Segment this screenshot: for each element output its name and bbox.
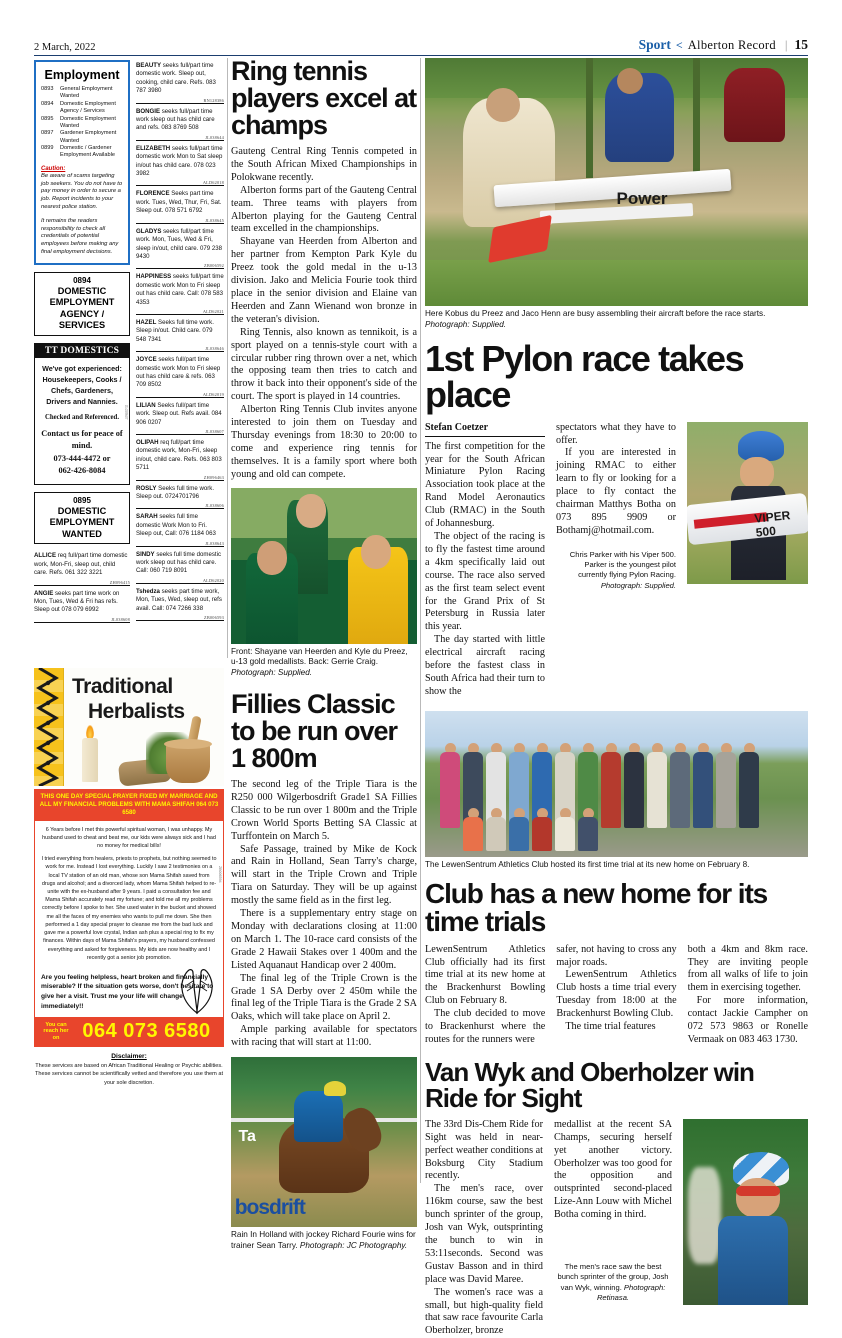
caution-paragraph-2: It remains the readers responsibility to check all credentials of potential employees before making any final employment decisions. — [41, 217, 119, 256]
ring-tennis-body — [231, 146, 417, 482]
disclaimer-heading: Disclaimer: — [111, 1053, 147, 1061]
ad-name: SINDY — [136, 550, 155, 558]
photo-person-head — [257, 541, 287, 575]
ride-photo-wrap — [683, 1119, 808, 1338]
category-line-2: EMPLOYMENT — [49, 517, 115, 528]
employment-desc: Domestic / Gardener Employment Available — [60, 145, 115, 159]
photo-person-head — [617, 68, 643, 94]
pylon-column-1 — [425, 422, 545, 699]
ad-name: ELIZABETH — [136, 144, 171, 152]
employment-desc: Gardener Employment Wanted — [60, 130, 117, 144]
paragraph: Ring Tennis, also known as tennikoit, is a sport played on a tennis-style court with a circular rubber ring thrown over a net, which the opposing team then tries to catch and throw it back into their opponent's side of the court. The sport is played in 14 countries. — [231, 326, 417, 403]
ad-divider — [136, 135, 224, 141]
classified-ad — [136, 141, 224, 179]
ad-name: GLADYS — [136, 227, 162, 235]
caption-credit: Photograph: Retinasa. — [596, 1282, 666, 1302]
ride-article-body — [425, 1119, 808, 1338]
pylon-col1-text — [425, 441, 545, 699]
employment-code: 0895 — [41, 115, 54, 122]
caption-text: Rain In Holland with jockey Richard Fourie wins for trainer Sean Tarry. — [231, 1230, 416, 1250]
photo-person — [670, 752, 690, 828]
ad-name: JOYCE — [136, 356, 157, 364]
paragraph: The time trial features — [565, 1021, 656, 1033]
paragraph: Alberton forms part of the Gauteng Central team. Three teams with players from Alberton playing for the Gauteng Central team excelled in the championships. — [231, 184, 417, 235]
mama-shifah-ad — [34, 789, 224, 1047]
ad-ref: JL038607 — [205, 429, 224, 434]
traditional-herbalist-ad — [34, 668, 224, 1087]
tt-domestics-ad — [34, 343, 130, 485]
candle-icon — [82, 738, 98, 782]
classified-ad — [136, 481, 224, 502]
photo-person — [693, 752, 713, 828]
employment-code: 0894 — [41, 100, 54, 107]
classified-ad — [34, 548, 130, 577]
ad-name: ROSLY — [136, 484, 157, 492]
photo-person — [440, 752, 460, 828]
photo-aircraft-logo: Power — [616, 189, 668, 209]
employment-code-list — [41, 86, 123, 160]
photo-person — [509, 817, 529, 851]
ad-text: seeks full/part time domestic work Mon to Fri sleep out has child care & refs. 063 709 8502 — [136, 356, 221, 389]
employment-code-row — [41, 101, 123, 116]
ad-divider — [136, 503, 224, 509]
paragraph: medallist at the recent SA Champs, securing herself yet another victory. Oberholzer was too good for the opposition and outsprinted second-placed Lize-Ann Louw with Michel Botha coming in third. — [554, 1118, 672, 1221]
tt-contact-line: Contact us for peace of mind. — [41, 429, 123, 451]
classified-ad — [136, 547, 224, 576]
pylon-article-body — [425, 422, 808, 699]
classified-ad — [136, 315, 224, 344]
ad-text: seeks full time domestic Work Mon to Fri. Sleep out, Call: 076 1184 063 — [136, 513, 216, 538]
disclaimer-text: These services are based on African Traditional Healing or Psychic abilities. These services cannot be scientifically vetted and therefore you use them at your sole discretion. — [34, 1063, 224, 1086]
ad-name: SARAH — [136, 513, 158, 521]
photo-person — [739, 752, 759, 828]
paragraph: Alberton Ring Tennis Club invites anyone interested to join them on Tuesday and Thursday evenings from 18:30 to 20:00 to come and experience ring tennis for themselves. It is a family sport where both young and old can compete. — [231, 404, 417, 480]
ad-text: req full/part time domestic work, Mon-Fri, sleep in/out, child care. Refs. 063 803 5711 — [136, 439, 222, 472]
ad-text: seeks full/part time domestic work Mon to Fri sleep out has child care. Call: 078 583 4353 — [136, 273, 224, 306]
ad-text: Seeks part time work. Tues, Wed, Thur, Fri, Sat. Sleep out. 078 571 6792 — [136, 190, 222, 215]
caption-credit: Photograph: JC Photography. — [299, 1240, 408, 1250]
photo-person — [463, 817, 483, 851]
ad-name: Tshedza — [136, 587, 160, 595]
caption-text: The men's race saw the best bunch sprinter of the group, Josh van Wyk, winning. — [557, 1262, 669, 1292]
horse-racing-photo-caption — [231, 1227, 417, 1252]
paragraph: safer, not having to cross any major roads. — [556, 943, 677, 968]
photo-person-head — [486, 88, 520, 122]
paragraph: LewenSentrum Athletics Club hosts a time trial every Tuesday from 18:00 at the Brackenhurst Bowling Club. — [556, 969, 677, 1020]
club-column-1 — [425, 944, 545, 1047]
classified-ad — [34, 586, 130, 615]
ad-ref: JL038644 — [205, 134, 224, 140]
club-headline: Club has a new home for its time trials — [425, 877, 768, 937]
reach-label: You can reach her on — [43, 1021, 69, 1041]
photo-person — [647, 752, 667, 828]
chris-parker-photo — [687, 422, 808, 584]
ad-divider — [136, 475, 224, 481]
photo-person — [578, 817, 598, 851]
zigzag-pattern-icon — [36, 668, 62, 786]
ad-ref: RN128386 — [203, 97, 224, 103]
ad-ref: ZH096463 — [203, 474, 224, 480]
photo-person-head — [296, 494, 326, 528]
ad-divider — [136, 429, 224, 435]
ad-divider — [136, 392, 224, 398]
ad-name: LILIAN — [136, 401, 156, 409]
mama-shifah-question: Are you feeling helpless, heart broken and financially miserable? If the situation gets worse, don't hesitate to give her a visit. Trust me your life will change immediately!! — [41, 973, 214, 1010]
caption-text: Chris Parker with his Viper 500. Parker is the youngest pilot currently flying Pylon Racing. — [569, 549, 676, 580]
caption-credit: Photograph: Supplied. — [600, 580, 676, 590]
paragraph: For more information, contact Jackie Campher on 072 573 9863 or Ronelle Vermaak on 083 463 1730. — [687, 995, 808, 1045]
paragraph: The final leg of the Triple Crown is the Grade 1 SA Derby over 2 450m while the final leg of the Triple Tiara is the Grade 2 SA Oaks, which will take place on April 2. — [231, 972, 417, 1023]
ad-ref: ZB006593 — [204, 615, 224, 621]
article-column-right — [425, 58, 808, 1338]
category-box-0894 — [34, 272, 130, 336]
candle-flame-icon — [86, 725, 94, 739]
caption-credit: Photograph: Supplied. — [425, 319, 507, 329]
tt-phone-2: 062-426-8084 — [58, 466, 106, 476]
ad-divider — [136, 615, 224, 621]
employment-code: 0897 — [41, 130, 54, 137]
article-column-1 — [231, 58, 417, 1252]
ring-tennis-headline: Ring tennis players excel at champs — [231, 56, 417, 140]
club-article-body — [425, 944, 808, 1047]
caption-text: Front: Shayane van Heerden and Kyle du Preez, u-13 gold medallists. Back: Gerrie Craig. — [231, 646, 408, 667]
ad-ref: ZH096415 — [109, 579, 130, 585]
category-line-3: AGENCY / SERVICES — [58, 308, 106, 331]
ad-ref: ALD62021 — [202, 308, 224, 314]
paragraph: If you are interested in joining RMAC to either learn to fly or looking for a place to fly contact the chairman Matthys Botha on 073 895 9909 or Bothamj@hotmail.com. — [556, 447, 676, 536]
photo-person-head — [361, 535, 391, 569]
photo-background-rider — [688, 1167, 721, 1264]
mama-shifah-testimonial — [35, 821, 223, 971]
ad-divider — [136, 346, 224, 352]
classified-ad — [136, 584, 224, 613]
ad-divider — [136, 541, 224, 547]
tt-phone-1: 073-444-4472 or — [53, 453, 111, 463]
classified-ad — [136, 186, 224, 215]
ride-photo-caption — [554, 1262, 672, 1303]
ad-text: Seeks full time work. Sleep out. 0724701796 — [136, 484, 215, 501]
photo-person — [624, 752, 644, 828]
fillies-body — [231, 779, 417, 1050]
ad-text: Seeks full time work. Sleep in/out. Child care. 079 548 7341 — [136, 318, 214, 343]
category-line-1: DOMESTIC — [57, 285, 107, 296]
ride-for-sight-headline: Van Wyk and Oberholzer win Ride for Sight — [425, 1056, 754, 1113]
ad-divider — [136, 98, 224, 104]
paragraph: The first competition for the year for the South African Miniature Pylon Racing Association took place at the Rand Model Aeronautics Club (RMAC) in the South of Johannesburg. — [425, 440, 545, 530]
ad-name: BEAUTY — [136, 62, 162, 69]
pylon-col2-text — [556, 422, 676, 538]
paragraph: The men's race, over 116km course, saw the best bunch sprinter of the group, Josh van Wyk, outsprinting the bunch to win in 53:11seconds. Second was Gustav Basson and in third place was David Maree. — [425, 1183, 543, 1285]
classified-column-right — [136, 58, 224, 621]
category-line-2: EMPLOYMENT — [49, 297, 115, 308]
paragraph: The 33rd Dis-Chem Ride for Sight was held in near-perfect weather conditions at Boksburg City Stadium recently. — [425, 1118, 543, 1182]
classified-ad — [136, 224, 224, 262]
tt-list: Housekeepers, Cooks / Chefs, Gardeners, Drivers and Nannies. — [42, 375, 122, 407]
ad-name: ANGIE — [34, 589, 54, 597]
tt-checked: Checked and Referenced. — [44, 413, 120, 421]
ad-name: ALLICE — [34, 552, 57, 560]
employment-desc: Domestic Employment Agency / Services — [60, 100, 116, 115]
tt-domestics-body — [35, 358, 129, 484]
club-column-2 — [556, 944, 676, 1047]
masthead-divider: | — [784, 37, 788, 52]
mortar-icon — [166, 743, 210, 783]
issue-date: 2 March, 2022 — [34, 42, 96, 53]
employment-code-row — [41, 145, 123, 160]
caution-paragraph-1: Be aware of scams targeting job seekers. You do not have to pay money in order to secure a job. Report incidents to your nearest police station. — [41, 172, 123, 210]
ad-text: seeks full time domestic work sleep out has child care. Call: 060 719 8091 — [136, 550, 222, 575]
category-code: 0895 — [73, 495, 91, 505]
tt-lead: We've got experienced: — [42, 363, 122, 373]
ad-text: seeks part time work, Mon, Tues, Wed, sleep out, refs avail. Call: 074 7266 338 — [136, 587, 222, 612]
photo-person — [716, 752, 736, 828]
athletics-photo-caption: The LewenSentrum Athletics Club hosted its first time trial at its new home on February 8. — [425, 859, 750, 869]
classified-ad — [136, 435, 224, 473]
photo-grass — [425, 260, 808, 306]
ad-ref: JL038646 — [205, 346, 224, 352]
photo-jockey — [294, 1091, 342, 1142]
photo-track-text: Ta — [238, 1128, 256, 1146]
club-column-3 — [688, 944, 808, 1047]
byline-divider — [425, 436, 545, 437]
ad-name: OLIPAH — [136, 439, 159, 446]
ad-text: seeks full/part time domestic work Mon to Sat sleep in/out has child care. 078 023 3982 — [136, 144, 223, 178]
photo-sponsor-text: bosdrift — [234, 1196, 305, 1220]
ad-ref: ALD62019 — [202, 391, 224, 397]
masthead — [34, 32, 808, 56]
paragraph: The object of the racing is to fly the fastest time around a 4km specifically laid out course. The race also served as the first team select event for the Grand Prix of St Petersburg in Russia later this year. — [425, 531, 545, 633]
employment-box-title: Employment — [44, 68, 120, 82]
ad-name: HAZEL — [136, 318, 157, 326]
ride-column-2 — [554, 1119, 672, 1338]
ad-divider — [34, 580, 130, 586]
praying-hands-icon — [175, 967, 219, 1015]
photo-jockey-cap — [324, 1081, 346, 1096]
ad-text: req full/part time domestic work, Mon-Fri, sleep out, child care. Refs. 061 322 3221 — [34, 552, 128, 577]
ring-tennis-photo-caption — [231, 644, 417, 679]
mama-ad-ref: ZB006594 — [218, 865, 222, 883]
category-box-0895 — [34, 492, 130, 545]
ad-text: Seeks full/part time work. Sleep out. Refs avail. 084 906 0207 — [136, 401, 222, 426]
category-line-3: WANTED — [62, 528, 102, 539]
ad-ref: JL038608 — [111, 616, 130, 622]
herbalist-title-line-1: Traditional — [72, 675, 173, 698]
caption-text: Here Kobus du Preez and Jaco Henn are busy assembling their aircraft before the race starts. — [425, 309, 766, 318]
publication-title: Alberton Record — [687, 38, 776, 52]
ad-name: BONGIE — [136, 107, 161, 115]
caret-icon: < — [675, 38, 683, 52]
ad-text: seeks part time work on Mon, Tues, Wed & Fri has refs. Sleep out 078 079 6992 — [34, 589, 120, 614]
section-label: Sport — [638, 37, 671, 52]
pylon-column-2 — [556, 422, 676, 699]
employment-code-row — [41, 116, 123, 131]
ad-divider — [136, 263, 224, 269]
employment-code-row — [41, 86, 123, 101]
paragraph: The women's race was a small, but high-quality field that saw race favourite Carla Oberholzer, bronze — [425, 1286, 543, 1337]
classified-column-left — [34, 60, 130, 623]
pylon-photo-side-wrap — [687, 422, 808, 699]
classified-ad — [136, 104, 224, 133]
photo-people-row-front — [463, 808, 598, 851]
ride-col2-text — [554, 1119, 672, 1222]
paragraph: LewenSentrum Athletics Club officially had its first time trial at its new home at the Brackenhurst Bowling Club on February 8. — [425, 943, 546, 1007]
employment-code: 0893 — [41, 86, 54, 92]
ad-divider — [136, 309, 224, 315]
category-code: 0894 — [73, 275, 91, 285]
ad-text: seeks full/part time domestic work. Sleep out, cooking, child care. Refs. 083 787 3980 — [136, 62, 216, 95]
classified-ad — [136, 509, 224, 538]
ad-ref: ALD62018 — [202, 180, 224, 186]
photo-face — [740, 457, 774, 489]
pylon-side-caption — [556, 550, 676, 591]
photo-face — [736, 1178, 780, 1218]
caution-heading: Caution: — [41, 165, 66, 172]
column-rule-1 — [227, 58, 228, 658]
pylon-assembly-photo — [425, 58, 808, 306]
testimonial-paragraph-2: I tried everything from healers, priests to prophets, but nothing seemed to work for me. Instead I lost everything. Luckily I saw 2 testimonies on a local TV station of an old man, whose son Mama Shifah saved from drugs and alcohol; and a divorced lady, whom Mama Shifah helped to re-unite with the ex-husband after 9 years. I paid a consultation fee and Mama Shifah accurately read my fortune; and told me all my problems correctly before I spoke to her. She used water in the bucket and showed me all the faces of my enemies who wants to pull me down. She then performed a 1 day special prayer to cleanse me from the bad luck and gave me a powerful love crystal, Indian ash plus a special ring to fix my finances. Within days of Mama Shifah's prayers, my husband confessed everything and asked for forgiveness. My kids are now healthy and I recently got a senior job promotion. — [41, 856, 217, 961]
paragraph: The second leg of the Triple Tiara is the R250 000 Wilgerbosdrift Grade1 SA Fillies Classic to be run over 1 800m and the Triple Crown World Sports Betting SA Classic at Turffontein on March 5. — [231, 779, 417, 842]
classified-ads-list-left — [34, 548, 130, 622]
paragraph: Ample parking available for spectators with racing that will start at 11:00. — [231, 1024, 417, 1049]
ad-divider — [136, 578, 224, 584]
ad-ref: JL038643 — [205, 540, 224, 546]
mama-shifah-banner: THIS ONE DAY SPECIAL PRAYER FIXED MY MARRIAGE AND ALL MY FINANCIAL PROBLEMS WITH MAMA SHIFAH 064 073 6580 — [35, 790, 223, 821]
photo-person — [601, 752, 621, 828]
ad-divider — [34, 617, 130, 623]
photo-person — [532, 817, 552, 851]
photo-plane-text: VIPER 500 — [753, 508, 791, 540]
ad-text: seeks full/part time work. Mon, Tues, Wed & Fri, sleep in/out, child care. 079 238 9430 — [136, 227, 223, 260]
athletics-group-photo — [425, 711, 808, 857]
herbalist-title-line-2: Herbalists — [88, 700, 185, 724]
category-line-1: DOMESTIC — [57, 505, 107, 516]
ad-name: FLORENCE — [136, 190, 170, 198]
testimonial-paragraph-1: 6 Years before I met this powerful spiritual woman, I was unhappy. My husband used to cheat and beat me, our kids were always sick and I had no money for medical bills! — [42, 826, 216, 850]
classified-ad — [136, 269, 224, 307]
ad-name: HAPPINESS — [136, 273, 172, 281]
caption-credit: Photograph: Supplied. — [231, 668, 313, 678]
tt-contact — [39, 428, 125, 478]
employment-desc: Domestic Employment Wanted — [60, 115, 116, 129]
paragraph: both a 4km and 8km race. They are inviting people from all walks of life to join them in exercising together. — [687, 943, 808, 994]
ad-text: seeks full/part time work sleep out has child care and refs. 083 8769 508 — [136, 107, 215, 132]
ad-ref: ZB006592 — [204, 263, 224, 269]
column-rule-2 — [420, 58, 421, 1183]
classified-ad — [136, 352, 224, 390]
paragraph: The club decided to move to Brackenhurst where the routes for the runners were — [425, 1008, 546, 1045]
paragraph: Shayane van Heerden from Alberton and her partner from Kempton Park Kyle du Preez took the gold medal in the u-13 division. Jako and Melicia Fourie took third place in the senior division and Elaine van Heerden and Zann Wienand won bronze in the veteran's division. — [231, 236, 417, 325]
photo-post — [586, 58, 593, 178]
pylon-headline: 1st Pylon race takes place — [425, 337, 744, 415]
mama-shifah-phone-bar — [35, 1017, 223, 1046]
horse-racing-photo — [231, 1057, 417, 1227]
ad-ref: ALD62020 — [202, 577, 224, 583]
ride-column-1 — [425, 1119, 543, 1338]
herbalist-illustration — [64, 720, 224, 786]
paragraph: spectators what they have to offer. — [556, 421, 676, 446]
employment-code-row — [41, 130, 123, 145]
employment-code: 0899 — [41, 145, 54, 151]
paragraph: There is a supplementary entry stage on Monday with declarations closing at 11:00 on March 1. The 10-race card consists of the Grade 2 Hawaii Stakes over 1 400m and the Listed Aquanaut Handicap over 2 400m. — [231, 908, 417, 971]
pylon-photo-caption — [425, 306, 808, 331]
ad-ref: JL038606 — [205, 503, 224, 509]
photo-cycling-jersey — [718, 1216, 788, 1305]
tt-ad-ref: JL038607 — [124, 405, 128, 420]
paragraph: Safe Passage, trained by Mike de Kock and Rain in Holland, Sean Tarry's charge, will start in the Triple Crown and Triple Tiara on Saturday. They will be up against mostly the same field as in the first leg. — [231, 843, 417, 907]
ad-divider — [136, 218, 224, 224]
photo-post — [693, 58, 700, 178]
mama-shifah-phone-number: 064 073 6580 — [82, 1020, 211, 1043]
fillies-headline: Fillies Classic to be run over 1 800m — [231, 689, 398, 774]
tt-domestics-header: TT DOMESTICS — [35, 344, 129, 358]
ring-tennis-photo — [231, 488, 417, 644]
herbalist-banner-art — [34, 668, 224, 786]
ad-ref: JL038645 — [205, 217, 224, 223]
employment-category-box — [34, 60, 130, 265]
ad-divider — [136, 180, 224, 186]
paragraph: Gauteng Central Ring Tennis competed in the South African Mixed Championships in Polokwane recently. — [231, 146, 417, 183]
page-number: 15 — [794, 37, 808, 52]
masthead-section-info — [639, 37, 808, 53]
classified-ad — [136, 398, 224, 427]
employment-desc: General Employment Wanted — [60, 86, 113, 100]
pylon-byline: Stefan Coetzer — [425, 421, 489, 433]
photo-person-right — [724, 68, 785, 142]
photo-person — [486, 817, 506, 851]
photo-person — [555, 817, 575, 851]
cyclist-photo — [683, 1119, 808, 1305]
classified-ad — [136, 58, 224, 96]
paragraph: The day started with little electrical aircraft racing before the fastest class in South Africa had their turn to show the — [425, 634, 545, 697]
